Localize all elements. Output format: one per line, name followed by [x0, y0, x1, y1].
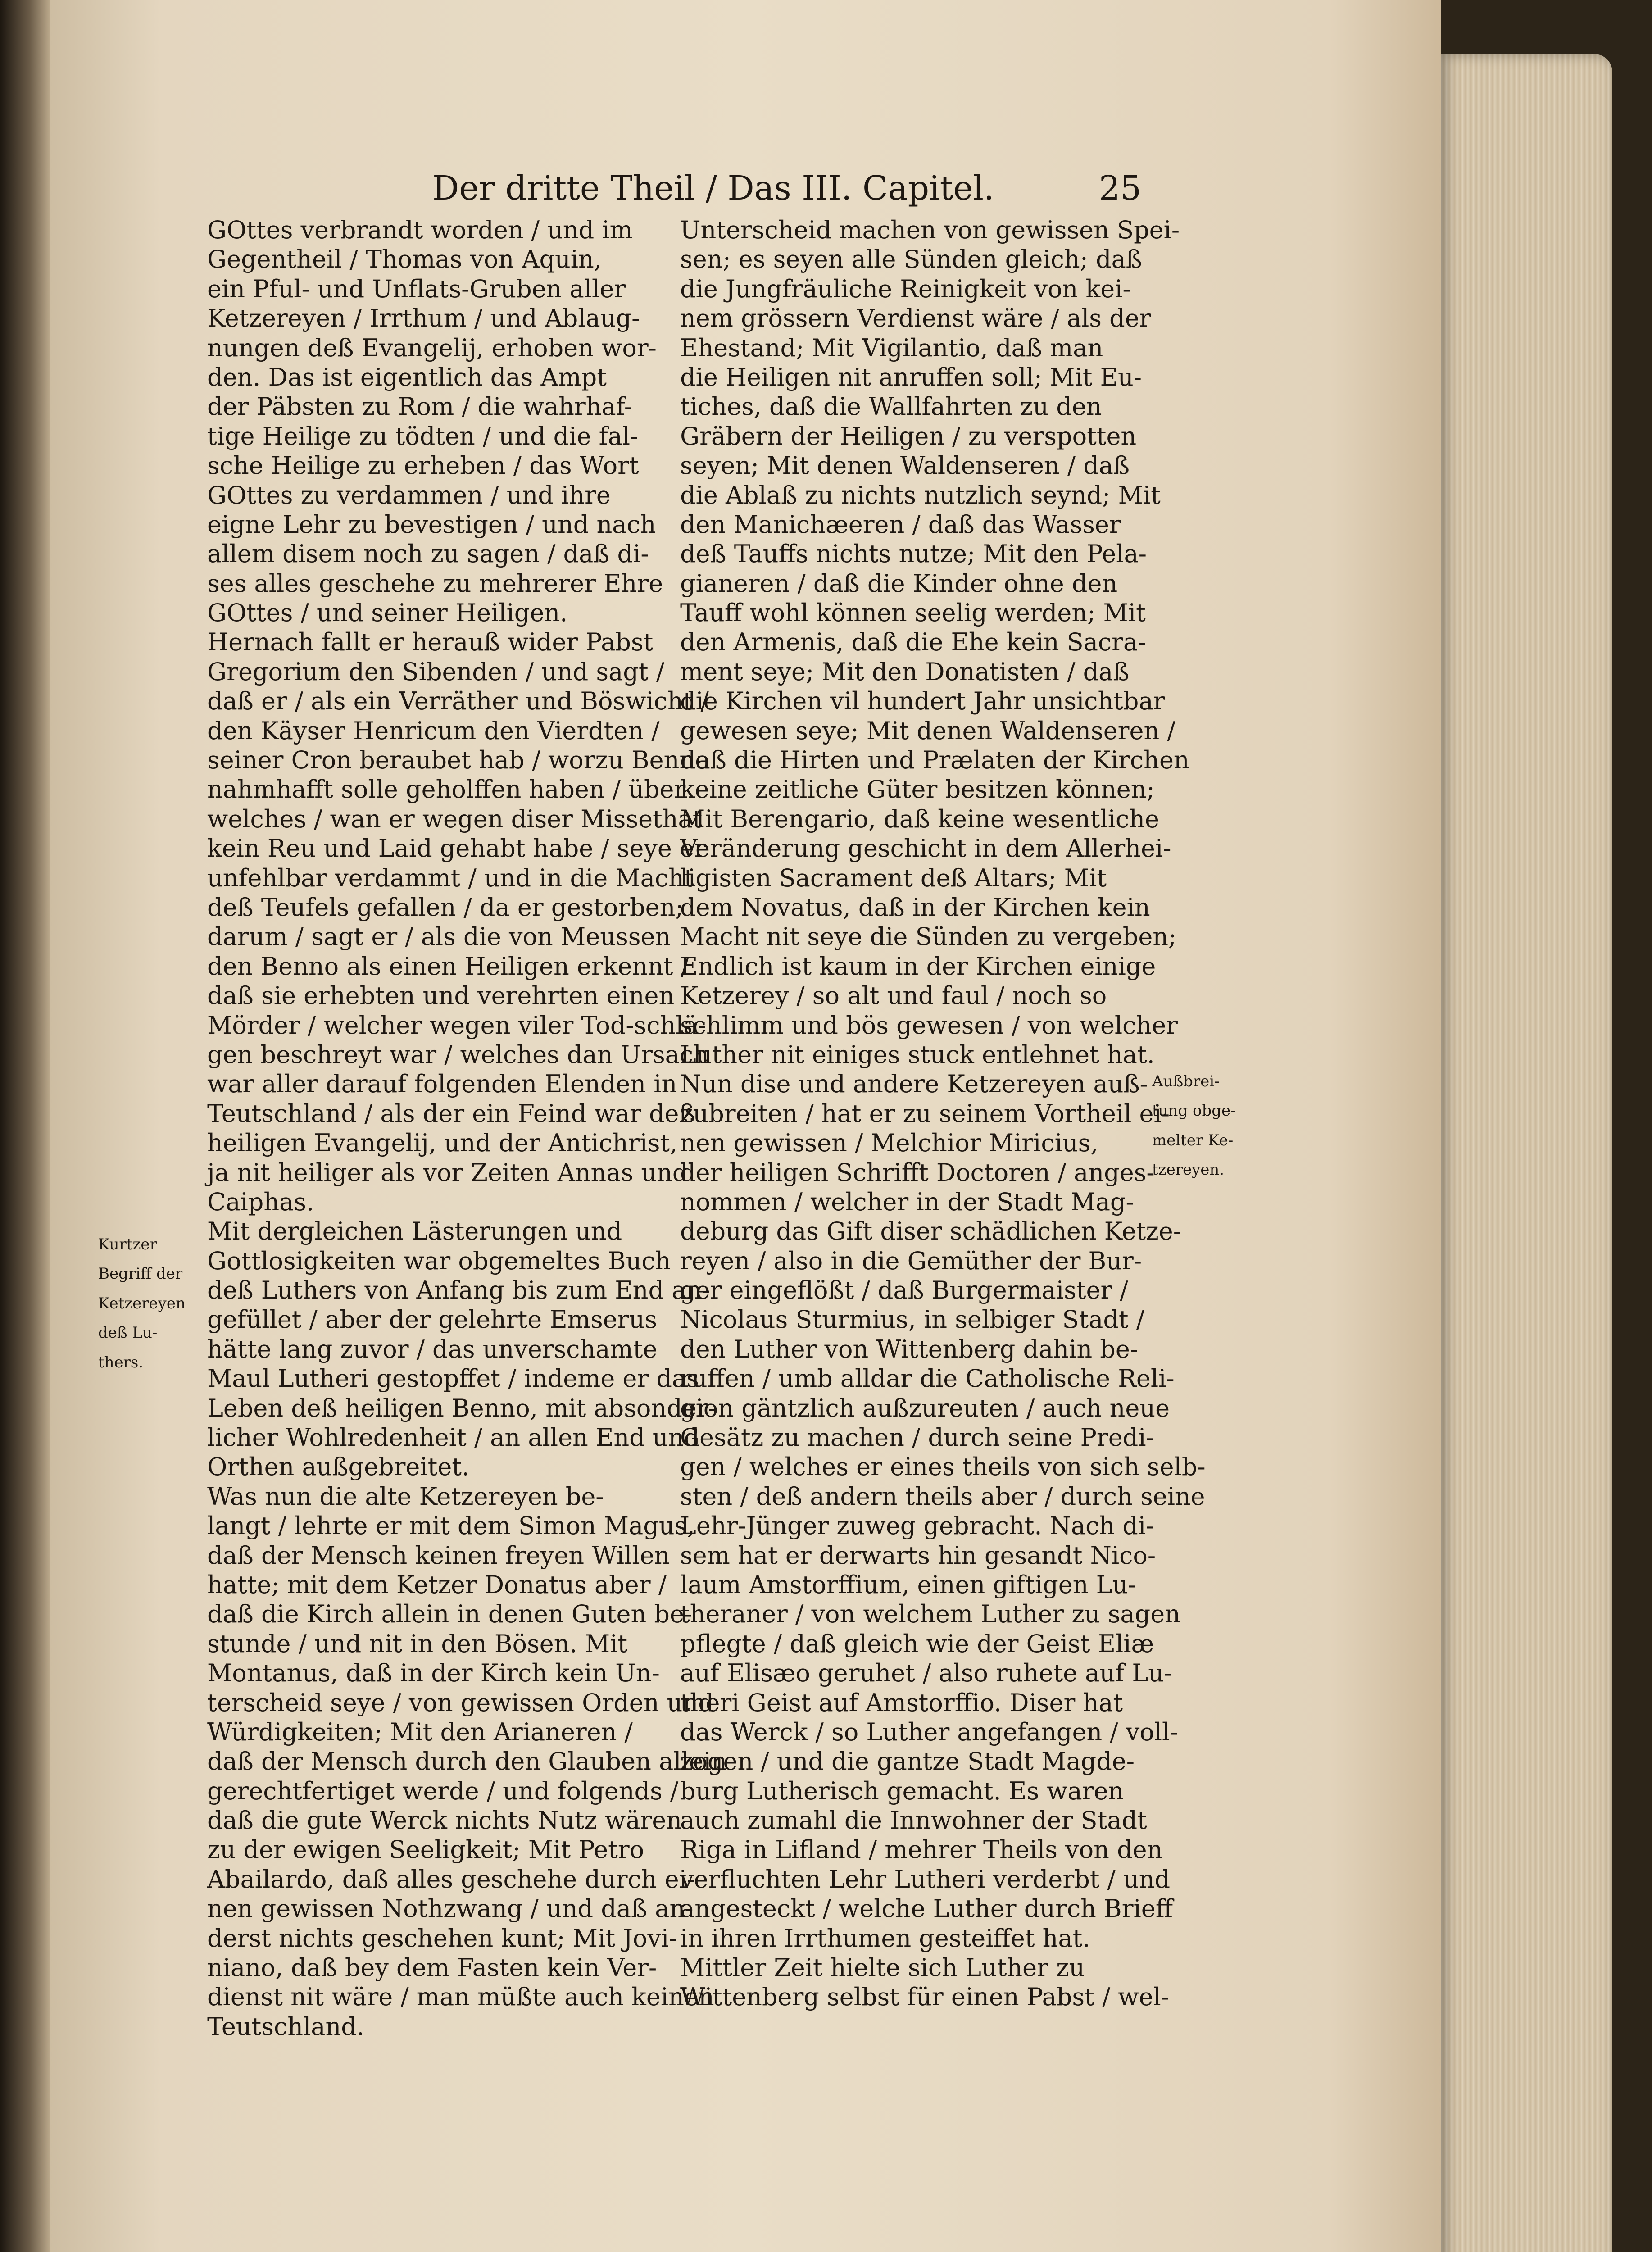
- text-line: Würdigkeiten; Mit den Arianeren /: [207, 1717, 633, 1746]
- text-line: stunde / und nit in den Bösen. Mit: [207, 1629, 628, 1658]
- text-line: auf Elisæo geruhet / also ruhete auf Lu-: [680, 1659, 1172, 1688]
- text-line: gen / welches er eines theils von sich selb-: [680, 1453, 1206, 1481]
- text-line: den. Das ist eigentlich das Ampt: [207, 363, 607, 391]
- text-line: nen gewissen Nothzwang / und daß an-: [207, 1894, 694, 1923]
- left-text-column: [207, 215, 727, 2041]
- text-line: Mit dergleichen Lästerungen und: [207, 1217, 622, 1246]
- text-line: Ketzereyen / Irrthum / und Ablaug-: [207, 304, 640, 333]
- text-line: den Manichæeren / daß das Wasser: [680, 510, 1121, 539]
- text-line: Tauff wohl können seelig werden; Mit: [680, 599, 1146, 627]
- text-line: Teutschland.: [207, 2012, 364, 2041]
- text-line: den Käyser Henricum den Vierdten /: [207, 716, 660, 745]
- text-line: deburg das Gift diser schädlichen Ketze-: [680, 1217, 1181, 1246]
- text-line: kein Reu und Laid gehabt habe / seye er: [207, 834, 706, 863]
- text-line: Gesätz zu machen / durch seine Predi-: [680, 1423, 1154, 1452]
- text-line: laum Amstorffium, einen giftigen Lu-: [680, 1570, 1136, 1599]
- text-line: Unterscheid machen von gewissen Spei-: [680, 216, 1180, 244]
- left-margin-note: [98, 1233, 186, 1380]
- text-line: theri Geist auf Amstorffio. Diser hat: [680, 1688, 1123, 1717]
- text-line: Was nun die alte Ketzereyen be-: [207, 1482, 604, 1511]
- text-line: gewesen seye; Mit denen Waldenseren /: [680, 716, 1175, 745]
- text-line: dienst nit wäre / man müßte auch keinen: [207, 1983, 714, 2011]
- text-line: unfehlbar verdammt / und in die Macht: [207, 863, 694, 892]
- text-line: GOttes verbrandt worden / und im: [207, 216, 633, 244]
- text-line: seyen; Mit denen Waldenseren / daß: [680, 451, 1130, 480]
- text-line: Riga in Lifland / mehrer Theils von den: [680, 1835, 1163, 1864]
- text-line: dem Novatus, daß in der Kirchen kein: [680, 893, 1150, 922]
- text-line: sen; es seyen alle Sünden gleich; daß: [680, 245, 1142, 274]
- text-line: nem grössern Verdienst wäre / als der: [680, 304, 1151, 333]
- text-line: deß Luthers von Anfang bis zum End an-: [207, 1276, 710, 1305]
- text-line: GOttes / und seiner Heiligen.: [207, 599, 568, 627]
- text-line: Luther nit einiges stuck entlehnet hat.: [680, 1040, 1155, 1069]
- text-line: Ehestand; Mit Vigilantio, daß man: [680, 333, 1103, 362]
- text-line: Lehr-Jünger zuweg gebracht. Nach di-: [680, 1512, 1154, 1540]
- text-line: licher Wohlredenheit / an allen End und: [207, 1423, 700, 1452]
- text-line: Veränderung geschicht in dem Allerhei-: [680, 834, 1171, 863]
- text-line: Gottlosigkeiten war obgemeltes Buch: [207, 1246, 671, 1275]
- text-line: ses alles geschehe zu mehrerer Ehre: [207, 569, 663, 598]
- text-line: sem hat er derwarts hin gesandt Nico-: [680, 1541, 1156, 1570]
- text-line: Wittenberg selbst für einen Pabst / wel-: [680, 1983, 1170, 2011]
- text-line: Nun dise und andere Ketzereyen auß-: [680, 1070, 1148, 1099]
- text-line: die Heiligen nit anruffen soll; Mit Eu-: [680, 363, 1142, 391]
- text-line: tiches, daß die Wallfahrten zu den: [680, 392, 1102, 421]
- text-line: eigne Lehr zu bevestigen / und nach: [207, 510, 656, 539]
- text-line: auch zumahl die Innwohner der Stadt: [680, 1806, 1147, 1835]
- text-line: gefüllet / aber der gelehrte Emserus: [207, 1305, 657, 1334]
- text-line: theraner / von welchem Luther zu sagen: [680, 1600, 1180, 1629]
- text-line: die Jungfräuliche Reinigkeit von kei-: [680, 274, 1131, 303]
- text-line: die Kirchen vil hundert Jahr unsichtbar: [680, 687, 1165, 716]
- text-line: daß die gute Werck nichts Nutz wären: [207, 1806, 682, 1835]
- text-line: deß Teufels gefallen / da er gestorben;: [207, 893, 684, 922]
- margin-note-line: Außbrei-: [1152, 1072, 1220, 1090]
- text-line: in ihren Irrthumen gesteiffet hat.: [680, 1924, 1090, 1952]
- text-line: allem disem noch zu sagen / daß di-: [207, 540, 649, 568]
- text-line: das Werck / so Luther angefangen / voll-: [680, 1717, 1178, 1746]
- text-line: deß Tauffs nichts nutze; Mit den Pela-: [680, 540, 1147, 568]
- text-line: Nicolaus Sturmius, in selbiger Stadt /: [680, 1305, 1144, 1334]
- text-line: daß der Mensch durch den Glauben allein: [207, 1747, 727, 1776]
- text-line: daß sie erhebten und verehrten einen: [207, 981, 675, 1010]
- text-line: sten / deß andern theils aber / durch seine: [680, 1482, 1205, 1511]
- text-line: welches / wan er wegen diser Missethat: [207, 804, 703, 833]
- text-line: tige Heilige zu tödten / und die fal-: [207, 422, 639, 450]
- text-line: Macht nit seye die Sünden zu vergeben;: [680, 922, 1177, 951]
- text-line: den Luther von Wittenberg dahin be-: [680, 1335, 1139, 1363]
- margin-note-line: thers.: [98, 1353, 144, 1371]
- text-line: gianeren / daß die Kinder ohne den: [680, 569, 1118, 598]
- text-line: ruffen / umb alldar die Catholische Reli-: [680, 1364, 1175, 1393]
- text-line: war aller darauf folgenden Elenden in: [207, 1070, 677, 1099]
- text-line: Teutschland / als der ein Feind war deß: [207, 1099, 695, 1128]
- text-line: daß die Hirten und Prælaten der Kirchen: [680, 746, 1189, 775]
- text-line: hatte; mit dem Ketzer Donatus aber /: [207, 1570, 667, 1599]
- text-line: Abailardo, daß alles geschehe durch ei-: [207, 1865, 695, 1893]
- text-line: Orthen außgebreitet.: [207, 1453, 470, 1481]
- margin-note-line: Begriff der: [98, 1265, 183, 1283]
- text-line: ein Pful- und Unflats-Gruben aller: [207, 274, 626, 303]
- text-line: Mit Berengario, daß keine wesentliche: [680, 804, 1159, 833]
- text-line: ger eingeflößt / daß Burgermaister /: [680, 1276, 1128, 1305]
- text-line: ment seye; Mit den Donatisten / daß: [680, 657, 1130, 686]
- text-line: daß er / als ein Verräther und Böswicht /: [207, 687, 709, 716]
- text-line: seiner Cron beraubet hab / worzu Benno: [207, 746, 710, 775]
- text-line: angesteckt / welche Luther durch Brieff: [680, 1894, 1173, 1923]
- text-line: den Armenis, daß die Ehe kein Sacra-: [680, 628, 1146, 657]
- text-line: langt / lehrte er mit dem Simon Magus,: [207, 1512, 695, 1540]
- margin-note-line: Kurtzer: [98, 1235, 157, 1253]
- text-line: den Benno als einen Heiligen erkennt /: [207, 952, 689, 981]
- text-line: burg Lutherisch gemacht. Es waren: [680, 1776, 1124, 1805]
- text-line: keine zeitliche Güter besitzen können;: [680, 775, 1155, 804]
- text-line: gen beschreyt war / welches dan Ursach: [207, 1040, 709, 1069]
- text-line: nen gewissen / Melchior Miricius,: [680, 1129, 1098, 1158]
- text-line: Gegentheil / Thomas von Aquin,: [207, 245, 602, 274]
- text-line: gion gäntzlich außzureuten / auch neue: [680, 1394, 1170, 1422]
- margin-note-line: melter Ke-: [1152, 1131, 1234, 1149]
- margin-note-line: deß Lu-: [98, 1324, 158, 1342]
- margin-note-line: Ketzereyen: [98, 1294, 186, 1312]
- text-line: der heiligen Schrifft Doctoren / anges-: [680, 1158, 1155, 1187]
- text-line: ligisten Sacrament deß Altars; Mit: [680, 863, 1107, 892]
- text-line: nahmhafft solle geholffen haben / über: [207, 775, 686, 804]
- text-line: Mörder / welcher wegen viler Tod-schlä-: [207, 1011, 707, 1040]
- text-line: heiligen Evangelij, und der Antichrist,: [207, 1129, 678, 1158]
- text-line: zogen / und die gantze Stadt Magde-: [680, 1747, 1135, 1776]
- margin-note-line: tung obge-: [1152, 1102, 1236, 1120]
- text-line: pflegte / daß gleich wie der Geist Eliæ: [680, 1629, 1154, 1658]
- text-line: Caiphas.: [207, 1187, 314, 1216]
- text-line: Leben deß heiligen Benno, mit absonder-: [207, 1394, 717, 1422]
- text-line: gerechtfertiget werde / und folgends /: [207, 1776, 679, 1805]
- text-line: Mittler Zeit hielte sich Luther zu: [680, 1953, 1085, 1982]
- text-line: Gräbern der Heiligen / zu verspotten: [680, 422, 1137, 450]
- text-line: derst nichts geschehen kunt; Mit Jovi-: [207, 1924, 677, 1952]
- text-line: Hernach fallt er herauß wider Pabst: [207, 628, 654, 657]
- margin-note-line: tzereyen.: [1152, 1161, 1225, 1179]
- text-line: sche Heilige zu erheben / das Wort: [207, 451, 639, 480]
- text-line: Maul Lutheri gestopffet / indeme er das: [207, 1364, 699, 1393]
- text-line: daß die Kirch allein in denen Guten be-: [207, 1600, 693, 1629]
- page-stack-edge: [1441, 54, 1612, 2252]
- adjacent-page-edge: [0, 0, 50, 2252]
- text-line: GOttes zu verdammen / und ihre: [207, 481, 611, 509]
- text-line: ja nit heiliger als vor Zeiten Annas und: [207, 1158, 688, 1187]
- text-line: daß der Mensch keinen freyen Willen: [207, 1541, 670, 1570]
- running-title: Der dritte Theil / Das III. Capitel.: [432, 169, 994, 208]
- text-line: nommen / welcher in der Stadt Mag-: [680, 1187, 1134, 1216]
- text-line: Ketzerey / so alt und faul / noch so: [680, 981, 1107, 1010]
- text-line: die Ablaß zu nichts nutzlich seynd; Mit: [680, 481, 1161, 509]
- text-line: terscheid seye / von gewissen Orden und: [207, 1688, 714, 1717]
- text-line: niano, daß bey dem Fasten kein Ver-: [207, 1953, 657, 1982]
- right-margin-note: [1152, 1070, 1236, 1188]
- text-line: zu der ewigen Seeligkeit; Mit Petro: [207, 1835, 644, 1864]
- page-number: 25: [1099, 169, 1142, 208]
- text-line: zubreiten / hat er zu seinem Vortheil ei-: [680, 1099, 1170, 1128]
- text-line: Endlich ist kaum in der Kirchen einige: [680, 952, 1156, 981]
- text-line: Montanus, daß in der Kirch kein Un-: [207, 1659, 660, 1688]
- text-line: schlimm und bös gewesen / von welcher: [680, 1011, 1178, 1040]
- text-line: verfluchten Lehr Lutheri verderbt / und: [680, 1865, 1171, 1893]
- text-line: nungen deß Evangelij, erhoben wor-: [207, 333, 657, 362]
- text-line: hätte lang zuvor / das unverschamte: [207, 1335, 658, 1363]
- text-line: reyen / also in die Gemüther der Bur-: [680, 1246, 1142, 1275]
- text-line: der Päbsten zu Rom / die wahrhaf-: [207, 392, 633, 421]
- text-line: Gregorium den Sibenden / und sagt /: [207, 657, 664, 686]
- text-line: darum / sagt er / als die von Meussen: [207, 922, 671, 951]
